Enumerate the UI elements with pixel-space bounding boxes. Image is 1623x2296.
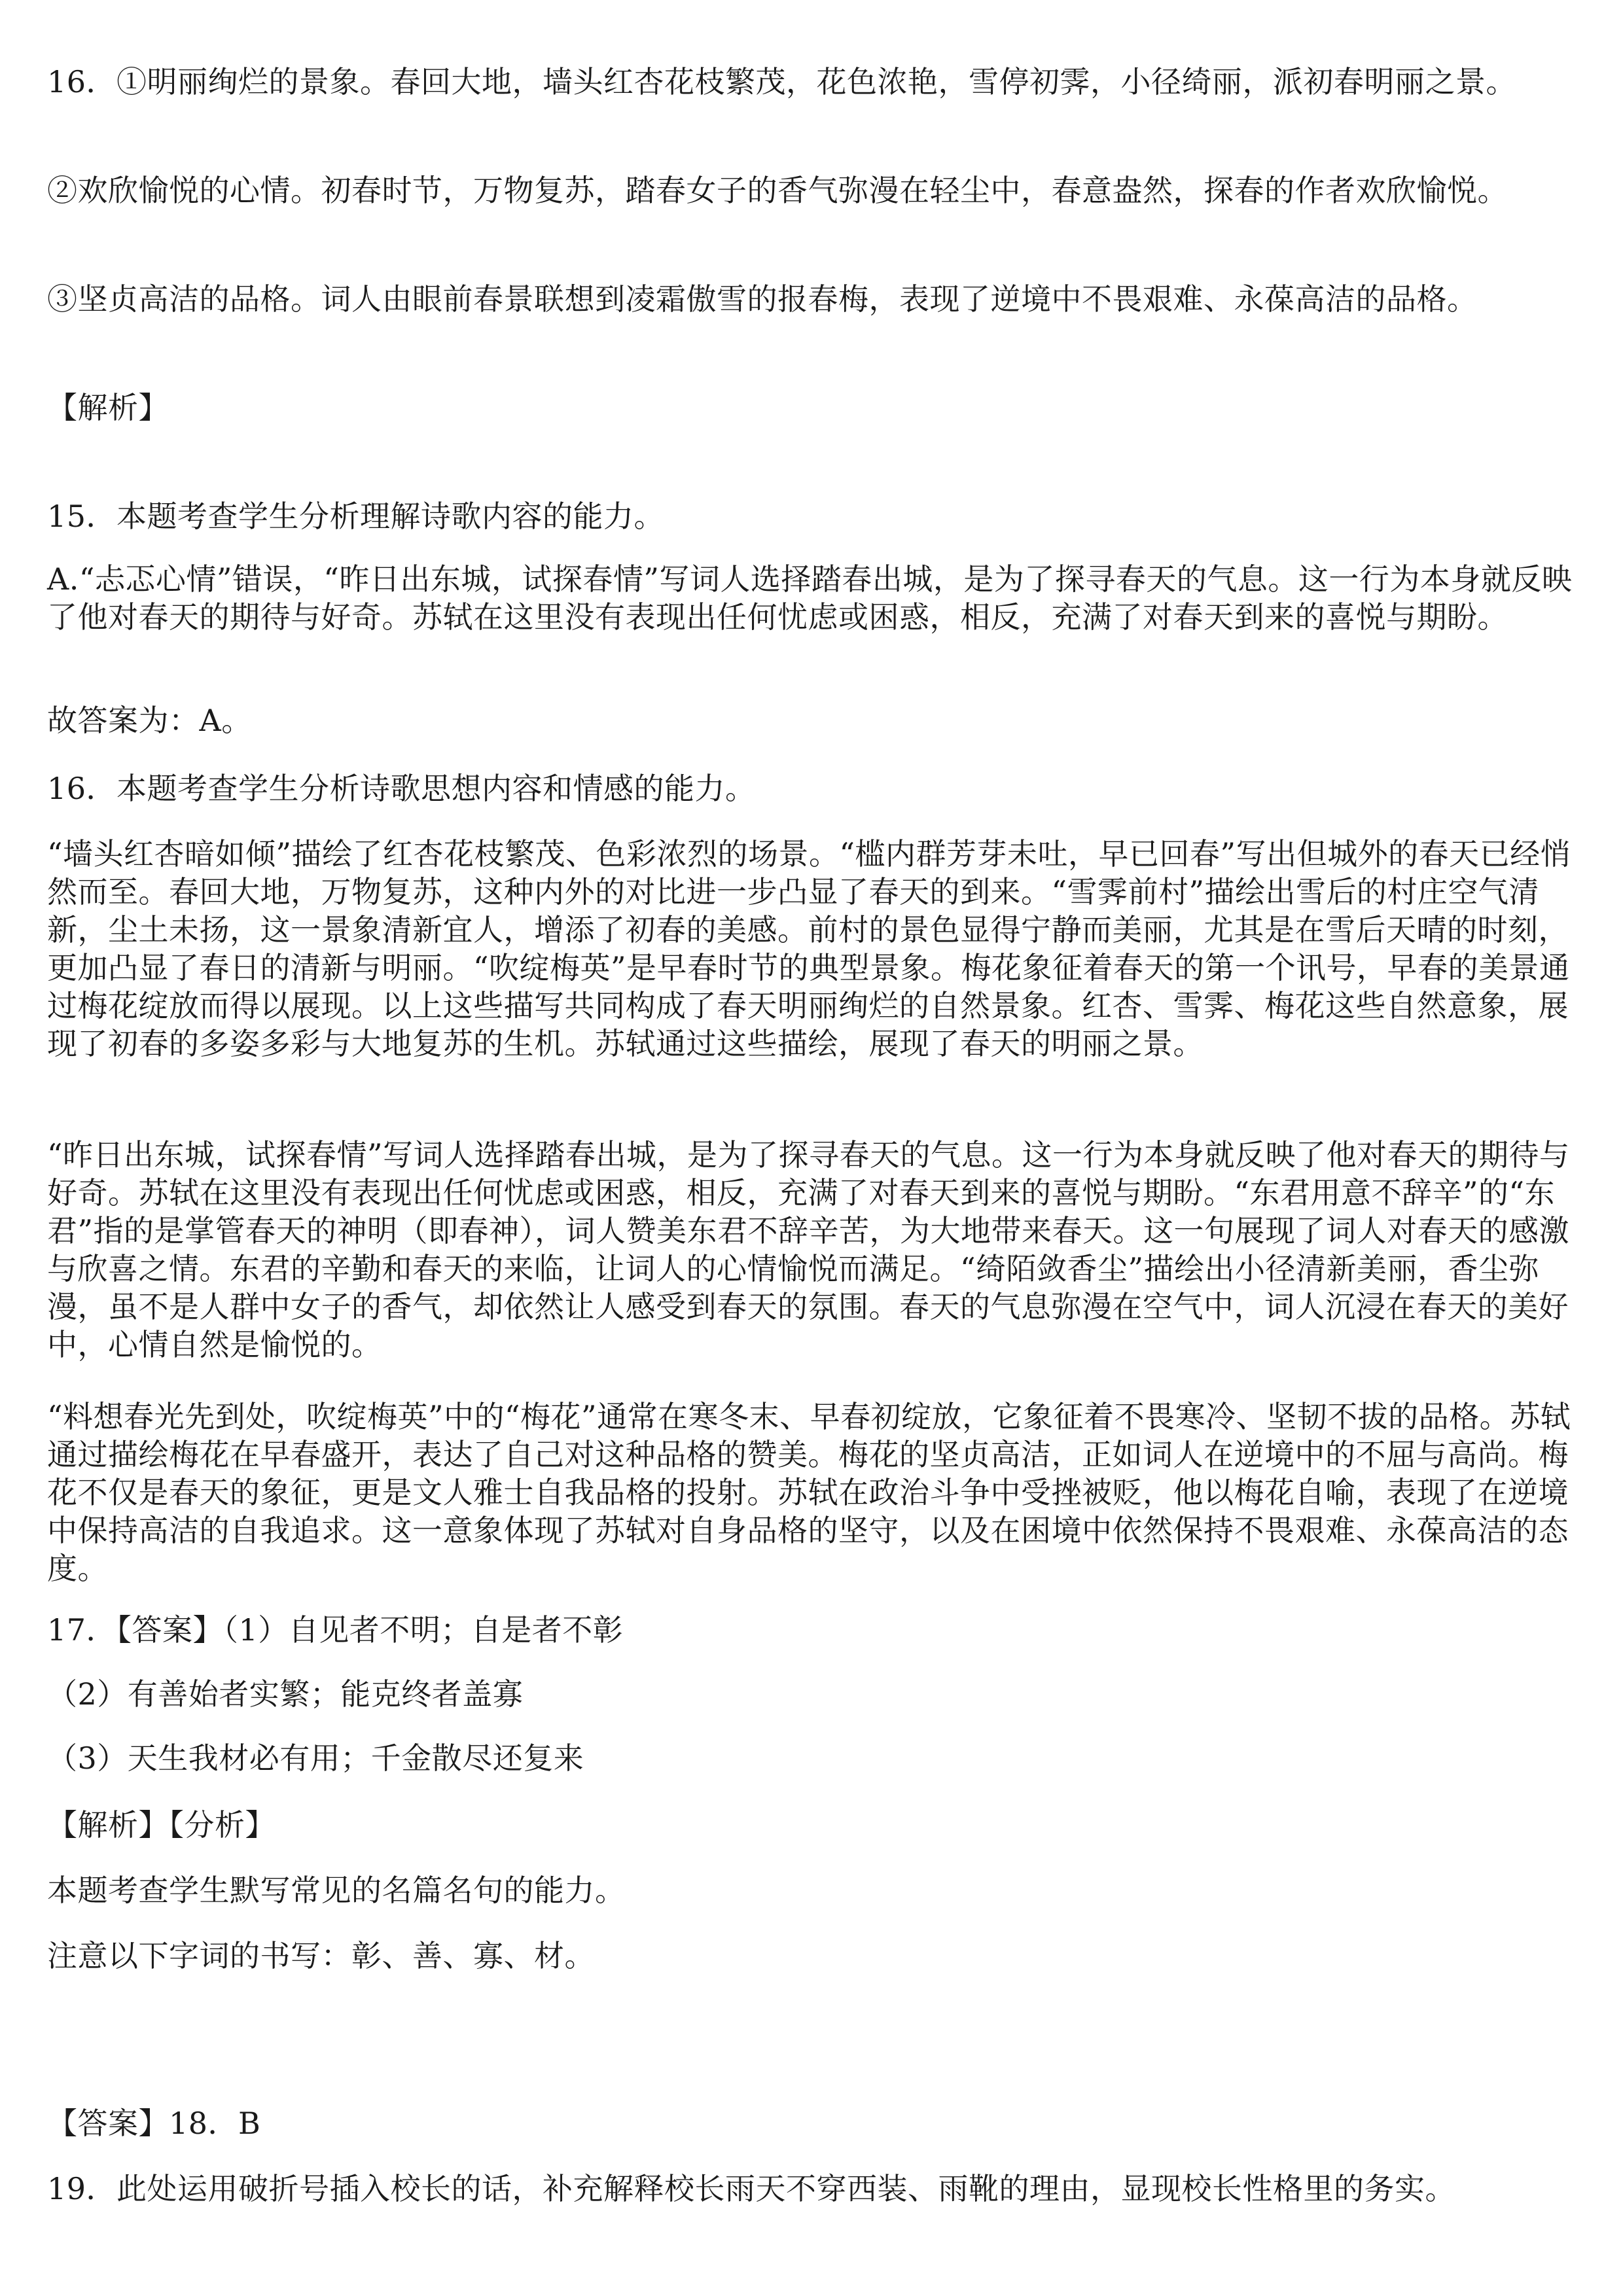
analysis-15-intro: 15．本题考查学生分析理解诗歌内容的能力。 <box>47 499 665 534</box>
analysis-16-emotion: “昨日出东城，试探春情”写词人选择踏春出城，是为了探寻春天的气息。这一行为本身就反映了他对春天的期待与好奇。苏轼在这里没有表现出任何忧虑或困惑，相反，充满了对春天到来的喜悦与期盼。“东君用意不辞辛”的“东君”指的是掌管春天的神明（即春神），词人赞美东君不辞辛苦，为大地带来春天。这一句展现了词人对春天的感激与欣喜之情。东君的辛勤和春天的来临，让词人的心情愉悦而满足。“绮陌敛香尘”描绘出小径清新美丽，香尘弥漫，虽不是人群中女子的香气，却依然让人感受到春天的氛围。春天的气息弥漫在空气中，词人沉浸在春天的美好中，心情自然是愉悦的。 <box>47 1137 1570 1362</box>
analysis-heading: 【解析】 <box>47 390 169 425</box>
analysis-16-scene: “墙头红杏暗如倾”描绘了红杏花枝繁茂、色彩浓烈的场景。“槛内群芳芽未吐，早已回春”写出但城外的春天已经悄然而至。春回大地，万物复苏，这种内外的对比进一步凸显了春天的到来。“雪霁前村”描绘出雪后的村庄空气清新，尘土未扬，这一景象清新宜人，增添了初春的美感。前村的景色显得宁静而美丽，尤其是在雪后天晴的时刻，更加凸显了春日的清新与明丽。“吹绽梅英”是早春时节的典型景象。梅花象征着春天的第一个讯号，早春的美景通过梅花绽放而得以展现。以上这些描写共同构成了春天明丽绚烂的自然景象。红杏、雪霁、梅花这些自然意象，展现了初春的多姿多彩与大地复苏的生机。苏轼通过这些描绘，展现了春天的明丽之景。 <box>47 836 1571 1061</box>
answer-18: 【答案】18．B <box>47 2106 261 2141</box>
answer-17-part-2: （2）有善始者实繁；能克终者盖寡 <box>47 1676 524 1712</box>
analysis-16-character: “料想春光先到处，吹绽梅英”中的“梅花”通常在寒冬末、早春初绽放，它象征着不畏寒冷、坚韧不拔的品格。苏轼通过描绘梅花在早春盛开，表达了自己对这种品格的赞美。梅花的坚贞高洁，正如词人在逆境中的不屈与高尚。梅花不仅是春天的象征，更是文人雅士自我品格的投射。苏轼在政治斗争中受挫被贬，他以梅花自喻，表现了在逆境中保持高洁的自我追求。这一意象体现了苏轼对自身品格的坚守，以及在困境中依然保持不畏艰难、永葆高洁的态度。 <box>47 1399 1571 1586</box>
analysis-17-heading: 【解析】【分析】 <box>47 1807 276 1843</box>
analysis-17-note: 注意以下字词的书写：彰、善、寡、材。 <box>47 1938 595 1973</box>
answer-16-point-3: ③坚贞高洁的品格。词人由眼前春景联想到凌霜傲雪的报春梅，表现了逆境中不畏艰难、永葆高洁的品格。 <box>47 281 1478 317</box>
answer-17-part-1: 17．【答案】（1）自见者不明；自是者不彰 <box>47 1612 624 1648</box>
answer-16-point-1: 16．①明丽绚烂的景象。春回大地，墙头红杏花枝繁茂，花色浓艳，雪停初霁，小径绮丽，派初春明丽之景。 <box>47 64 1517 99</box>
analysis-16-intro: 16．本题考查学生分析诗歌思想内容和情感的能力。 <box>47 771 756 806</box>
analysis-17-text: 本题考查学生默写常见的名篇名句的能力。 <box>47 1873 626 1908</box>
answer-19: 19．此处运用破折号插入校长的话，补充解释校长雨天不穿西装、雨靴的理由，显现校长性格里的务实。 <box>47 2171 1456 2206</box>
analysis-15-answer: 故答案为：A。 <box>47 703 252 738</box>
answer-16-point-2: ②欢欣愉悦的心情。初春时节，万物复苏，踏春女子的香气弥漫在轻尘中，春意盎然，探春的作者欢欣愉悦。 <box>47 173 1508 208</box>
analysis-15-option-a: A.“忐忑心情”错误，“昨日出东城，试探春情”写词人选择踏春出城，是为了探寻春天的气息。这一行为本身就反映了他对春天的期待与好奇。苏轼在这里没有表现出任何忧虑或困惑，相反，充满了对春天到来的喜悦与期盼。 <box>47 561 1573 635</box>
answer-17-part-3: （3）天生我材必有用；千金散尽还复来 <box>47 1740 584 1776</box>
